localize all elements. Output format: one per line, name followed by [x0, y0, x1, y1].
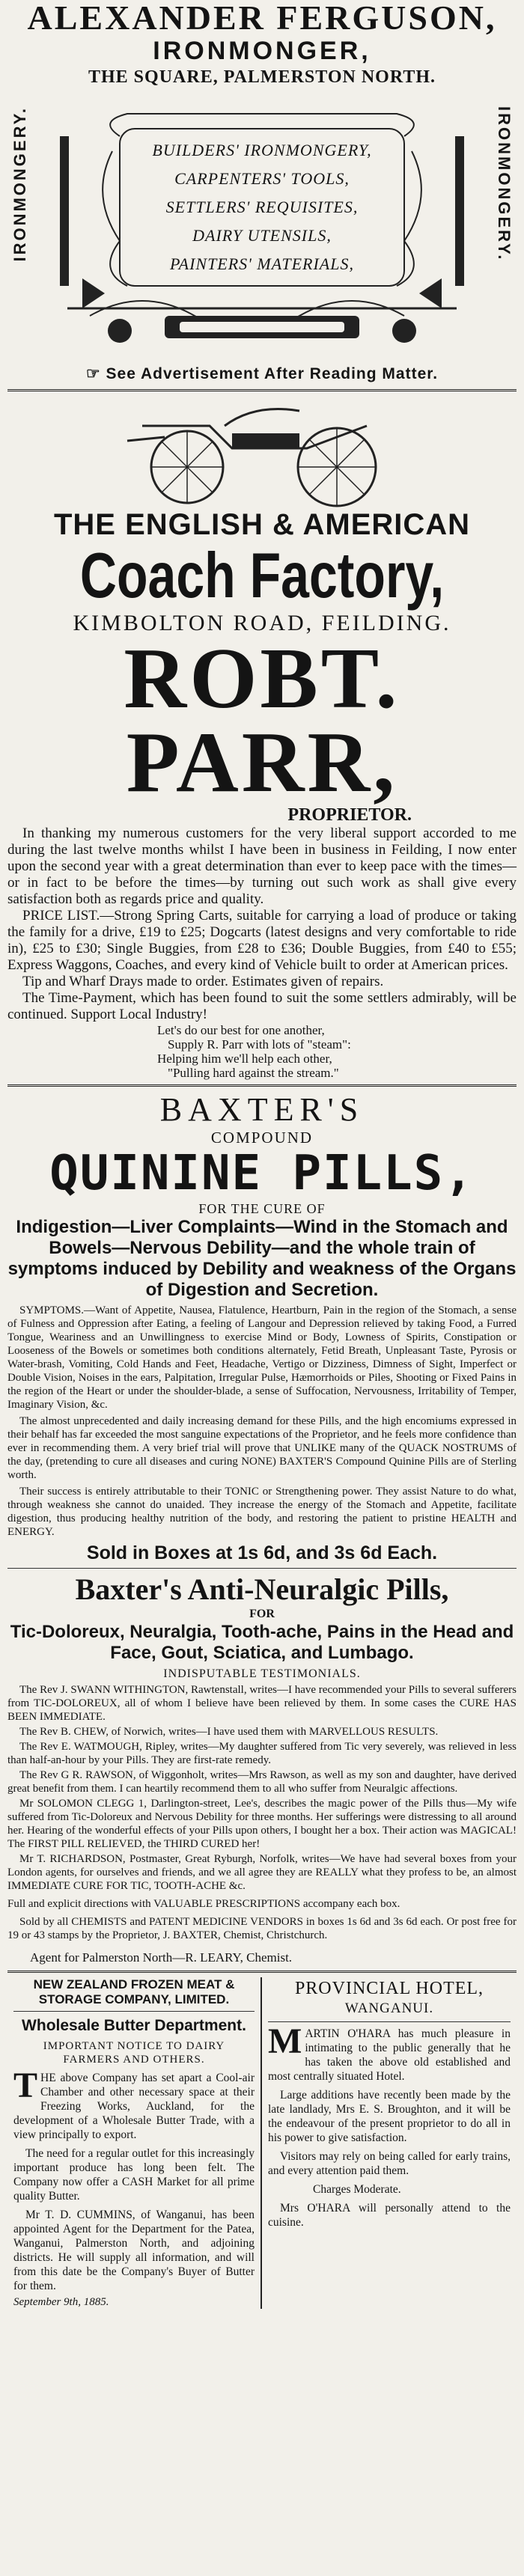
divider [7, 389, 517, 391]
hotel-paragraph: Mrs O'HARA will personally attend to the cuisine. [268, 2202, 511, 2229]
verse-line: Let's do our best for one another, [157, 1023, 325, 1037]
coach-factory-title: Coach Factory, [79, 540, 445, 611]
proprietor-label: PROPRIETOR. [287, 805, 412, 825]
coach-paragraph: In thanking my numerous customers for the very liberal support accorded to me during the last twelve months whilst I have been in business in Feilding, I now enter upon the second year with a great determination than ever to keep pace with the times—or in fact to be before the times—by turning out such work as shall give every satisfaction both as regards price and quality. [7, 825, 517, 907]
baxter-product-title: QUININE PILLS, [49, 1146, 475, 1201]
baxter-name: BAXTER'S [159, 1091, 365, 1128]
butter-department: Wholesale Butter Department. [22, 2017, 246, 2034]
hotel-town: WANGANUI. [344, 2000, 434, 2016]
provincial-hotel-advertisement [262, 1977, 517, 2309]
hotel-paragraph: Visitors may rely on being called for early trains, and every attention paid them. [268, 2150, 511, 2177]
frozen-meat-date: September 9th, 1885. [13, 2296, 109, 2308]
divider [7, 1971, 517, 1973]
coach-paragraph: Tip and Wharf Drays made to order. Estimates given of repairs. [22, 974, 384, 989]
verse-line: Helping him we'll help each other, [157, 1052, 332, 1066]
ferguson-advertisement [7, 0, 517, 385]
coach-heading: THE ENGLISH & AMERICAN [53, 508, 471, 541]
divider [13, 2011, 255, 2012]
ferguson-goods-list [120, 136, 404, 278]
testimonial: The Rev B. CHEW, of Norwich, writes—I have used them with MARVELLOUS RESULTS. [19, 1726, 439, 1738]
goods-line: SETTLERS' REQUISITES, [165, 198, 359, 216]
verse-line: "Pulling hard against the stream." [168, 1066, 339, 1080]
baxter-agent: Agent for Palmerston North—R. LEARY, Chemist. [30, 1950, 293, 1965]
divider [268, 2021, 511, 2022]
frozen-meat-advertisement [7, 1977, 262, 2309]
baxter-symptoms: SYMPTOMS.—Want of Appetite, Nausea, Flatulence, Heartburn, Pain in the region of the Stomach, a sense of Fulness and Oppression after Eating, a feeling of Langour and Depression relieved by taking Food, a Furred Tongue, Weariness and an Unwillingness to exercise Mind or Body, Lowness of Spirits, Constipation or Looseness of the Bowels or sometimes both conditions alternately, Fetid Breath, Unpleasant Taste, Pyrosis or Water-brash, Vomiting, Cold Hands and Feet, Headache, Vertigo or Dizziness, Dimness of Sight, Imperfect or Double Vision, Noises in the ears, Palpitation, Irregular Pulse, Hæmorrhoids or Piles, Shooting or Fixed Pains in the region of the Heart or under the shoulder-blade, a sense of Suffocation, Nervousness, Irritability of Temper, Imaginary Vision, &c. [7, 1304, 517, 1411]
divider [7, 1084, 517, 1087]
testimonial: Mr SOLOMON CLEGG 1, Darlington-street, Lee's, describes the magic power of the Pills thus—My wife suffered from Tic-Doloreux and Nervous Debility for three months. Her sufferings were distressing to all around her. Hearing of the wonderful effects of your Pills upon others, I bought her a box. Their action was MAGICAL! The FIRST PILL RELIEVED, the THIRD CURED her! [7, 1798, 517, 1850]
coach-factory-advertisement [7, 396, 517, 1080]
anti-neuralgic-for: FOR [249, 1608, 275, 1620]
baxter-demand: The almost unprecedented and daily increasing demand for these Pills, and the high encomiums expressed in their behalf has far exceeded the most sanguine expectations of the Proprietor, and he feels more confidence than ever in recommending them. A very brief trial will prove that UNLIKE many of the QUACK NOSTRUMS of the day, (pretending to cure all diseases and curing NONE) BAXTER'S Compound Quinine Pills are of Sterling worth. [7, 1415, 517, 1481]
testimonial: The Rev G R. RAWSON, of Wiggonholt, writes—Mrs Rawson, as well as my son and daughter, have derived great benefit from them. I can heartily recommend them to all who suffer from Neuralgic affections. [7, 1769, 517, 1795]
anti-neuralgic-title: Baxter's Anti-Neuralgic Pills, [75, 1572, 449, 1606]
testimonial: The Rev J. SWANN WITHINGTON, Rawtenstall, writes—I have recommended your Pills to several sufferers from TIC-DOLOREUX, all of whom I believe have been relieved by them. In some cases the CURE HAS BEEN IMMEDIATE. [7, 1684, 517, 1723]
proprietor-name: ROBT. PARR, [124, 631, 400, 811]
see-advertisement-note: ☞ See Advertisement After Reading Matter. [85, 365, 439, 382]
side-label-right: IRONMONGERY. [495, 106, 514, 262]
frozen-meat-paragraph: Mr T. D. CUMMINS, of Wanganui, has been appointed Agent for the Department for the Patea, Wanganui, Palmerston North, and adjoining districts. He will supply all information, and will from this date be the Company's Buyer of Butter for them. [13, 2209, 255, 2292]
divider [7, 1568, 517, 1569]
baxter-compound: COMPOUND [210, 1129, 314, 1147]
bottom-columns [7, 1977, 517, 2309]
baxter-headline: Indigestion—Liver Complaints—Wind in the Stomach and Bowels—Nervous Debility—and the whole train of symptoms induced by Debility and weakness of the Organs of Digestion and Secretion. [7, 1217, 517, 1300]
baxter-advertisement [7, 1091, 517, 1966]
ferguson-trade: IRONMONGER, [153, 37, 371, 65]
goods-line: DAIRY UTENSILS, [192, 226, 332, 245]
goods-line: CARPENTERS' TOOLS, [174, 169, 350, 188]
goods-line: BUILDERS' IRONMONGERY, [152, 141, 372, 159]
coach-address: KIMBOLTON ROAD, FEILDING. [73, 611, 451, 635]
baxter-directions: Full and explicit directions with VALUABLE PRESCRIPTIONS accompany each box. [7, 1898, 400, 1910]
hotel-charges: Charges Moderate. [313, 2183, 401, 2196]
baxter-price: Sold in Boxes at 1s 6d, and 3s 6d Each. [86, 1542, 438, 1563]
baxter-sold-by: Sold by all CHEMISTS and PATENT MEDICINE VENDORS in boxes 1s 6d and 3s 6d each. Or post free for 19 or 43 stamps by the Proprietor, J. BAXTER, Chemist, Christchurch. [7, 1916, 517, 1941]
ferguson-address: THE SQUARE, PALMERSTON NORTH. [88, 67, 436, 87]
hotel-paragraph: Large additions have recently been made by the late landlady, Mrs E. S. Broughton, and it will be the endeavour of the present proprietor to do all in his power to give satisfaction. [268, 2089, 511, 2144]
frozen-meat-paragraph: THE above Company has set apart a Cool-air Chamber and other necessary space at their Freezing Works, Auckland, for the development of a Wholesale Butter Trade, with a view principally to export. [13, 2066, 255, 2141]
baxter-success: Their success is entirely attributable to their TONIC or Strengthening power. They assist Nature to do what, through weakness she cannot do unaided. They increase the energy of the Stomach and Appetite, facilitate digestion, thus producing healthy nutrition of the body, and restoring the patient to pristine HEALTH and ENERGY. [7, 1486, 517, 1538]
frozen-meat-paragraph: The need for a regular outlet for this increasingly important produce has long been felt. The Company now offer a CASH Market for all prime quality Butter. [13, 2147, 255, 2203]
baxter-for-cure: FOR THE CURE OF [198, 1201, 326, 1216]
coach-price-list: PRICE LIST.—Strong Spring Carts, suitable for carrying a load of produce or taking the family for a drive, £19 to £25; Dogcarts (latest designs and very comfortable to ride in), £25 to £30; Single Buggies, from £28 to £36; Double Buggies, from £40 to £55; Express Waggons, Coaches, and every kind of Vehicle built to order at American prices. [7, 908, 517, 973]
anti-neuralgic-headline: Tic-Doloreux, Neuralgia, Tooth-ache, Pains in the Head and Face, Gout, Sciatica, and Lumbago. [10, 1622, 514, 1663]
coach-verse [7, 1023, 517, 1080]
frozen-meat-company: NEW ZEALAND FROZEN MEAT & STORAGE COMPANY, LIMITED. [33, 1977, 235, 2006]
coach-body [7, 825, 517, 1023]
testimonial: The Rev E. WATMOUGH, Ripley, writes—My daughter suffered from Tic very severely, was relieved in less than half-an-hour by your Pills. They are first-rate remedy. [7, 1741, 517, 1766]
hotel-paragraph: MARTIN O'HARA has much pleasure in intimating to the public generally that he has taken the above old established and most centrally situated Hotel. [268, 2021, 511, 2083]
dairy-notice: IMPORTANT NOTICE TO DAIRY FARMERS AND OTHERS. [43, 2040, 225, 2066]
ferguson-engraving [7, 91, 517, 361]
ferguson-name: ALEXANDER FERGUSON, [27, 0, 497, 37]
testimonial: Mr T. RICHARDSON, Postmaster, Great Ryburgh, Norfolk, writes—We have had several boxes from your London agents, for ourselves and friends, and we all agree they are REALLY what they profess to be, an almost IMMEDIATE CURE FOR TIC, TOOTH-ACHE &c. [7, 1853, 517, 1892]
verse-line: Supply R. Parr with lots of "steam": [168, 1037, 351, 1052]
testimonials-list [7, 1683, 517, 1893]
coach-paragraph: The Time-Payment, which has been found to suit the some settlers admirably, will be continued. Support Local Industry! [7, 990, 517, 1022]
goods-line: PAINTERS' MATERIALS, [170, 254, 354, 273]
hotel-name: PROVINCIAL HOTEL, [294, 1979, 484, 1998]
buggy-illustration [120, 396, 404, 508]
testimonials-heading: INDISPUTABLE TESTIMONIALS. [163, 1667, 361, 1680]
side-label-left: IRONMONGERY. [10, 106, 29, 262]
